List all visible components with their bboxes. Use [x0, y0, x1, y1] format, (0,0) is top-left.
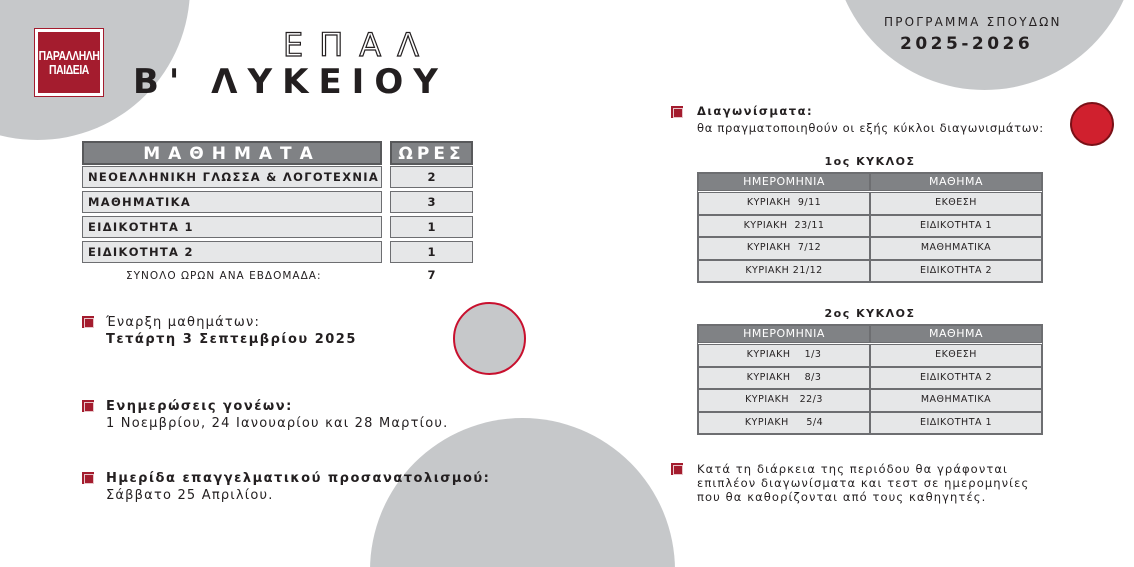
table-row — [698, 412, 1042, 435]
date-column-header: ΗΜΕΡΟΜΗΝΙΑ — [698, 325, 870, 343]
brand-logo — [35, 29, 103, 96]
hours-header: ΩΡΕΣ — [390, 141, 473, 165]
logo-line-2: ΠΑΙΔΕΙΑ — [49, 61, 89, 77]
subject-row-hours: 1 — [390, 241, 473, 263]
exam-subject: ΕΚΘΕΣΗ — [870, 344, 1042, 367]
table-row — [698, 192, 1042, 215]
subject-row-hours: 3 — [390, 191, 473, 213]
exam-date: ΚΥΡΙΑΚΗ 23/11 — [698, 215, 870, 238]
page-title: ΕΠΑΛ — [283, 26, 436, 64]
bullet-icon — [82, 400, 94, 412]
exams-note — [697, 462, 1057, 504]
program-label: ΠΡΟΓΡΑΜΜΑ ΣΠΟΥΔΩΝ — [884, 15, 1062, 29]
exam-date: ΚΥΡΙΑΚΗ 21/12 — [698, 260, 870, 283]
exam-date: ΚΥΡΙΑΚΗ 22/3 — [698, 389, 870, 412]
subject-column-header: ΜΑΘΗΜΑ — [870, 173, 1042, 191]
decorative-red-circle — [1070, 102, 1114, 146]
exam-subject: ΕΙΔΙΚΟΤΗΤΑ 2 — [870, 260, 1042, 283]
parents-title: Ενημερώσεις γονέων: — [106, 399, 293, 414]
exam-subject: ΕΙΔΙΚΟΤΗΤΑ 1 — [870, 412, 1042, 435]
table-row — [698, 389, 1042, 412]
career-text: Σάββατο 25 Απριλίου. — [106, 488, 274, 503]
total-hours-label: ΣΥΝΟΛΟ ΩΡΩΝ ΑΝΑ ΕΒΔΟΜΑΔΑ: — [126, 270, 322, 282]
subject-row-name: ΕΙΔΙΚΟΤΗΤΑ 2 — [82, 241, 382, 263]
table-row — [698, 367, 1042, 390]
total-hours-value: 7 — [427, 268, 436, 282]
table-header-row — [698, 325, 1042, 344]
program-year: 2025-2026 — [900, 34, 1034, 54]
cycle-1-title: 1ος ΚΥΚΛΟΣ — [824, 155, 916, 168]
parents-text: 1 Νοεμβρίου, 24 Ιανουαρίου και 28 Μαρτίου. — [106, 416, 449, 431]
exam-date: ΚΥΡΙΑΚΗ 8/3 — [698, 367, 870, 390]
exam-date: ΚΥΡΙΑΚΗ 1/3 — [698, 344, 870, 367]
cycle-1-table — [697, 172, 1043, 283]
table-row — [698, 260, 1042, 283]
exam-date: ΚΥΡΙΑΚΗ 7/12 — [698, 237, 870, 260]
cycle-2-table — [697, 324, 1043, 435]
table-row — [698, 215, 1042, 238]
start-date: Τετάρτη 3 Σεπτεμβρίου 2025 — [106, 332, 357, 347]
table-header-row — [698, 173, 1042, 192]
subject-column-header: ΜΑΘΗΜΑ — [870, 325, 1042, 343]
decorative-circle-bottom — [370, 418, 675, 567]
start-label: Έναρξη μαθημάτων: — [106, 315, 261, 330]
exam-subject: ΕΙΔΙΚΟΤΗΤΑ 1 — [870, 215, 1042, 238]
class-title: Β' ΛΥΚΕΙΟΥ — [133, 62, 448, 102]
career-title: Ημερίδα επαγγελματικού προσανατολισμού: — [106, 471, 491, 486]
bullet-icon — [671, 106, 683, 118]
exam-date: ΚΥΡΙΑΚΗ 5/4 — [698, 412, 870, 435]
exam-subject: ΕΚΘΕΣΗ — [870, 192, 1042, 215]
exams-title: Διαγωνίσματα: — [697, 104, 814, 118]
exam-subject: ΜΑΘΗΜΑΤΙΚΑ — [870, 237, 1042, 260]
subject-row-hours: 2 — [390, 166, 473, 188]
table-row — [698, 237, 1042, 260]
bullet-icon — [82, 316, 94, 328]
table-row — [698, 344, 1042, 367]
subject-row-name: ΕΙΔΙΚΟΤΗΤΑ 1 — [82, 216, 382, 238]
cycle-2-title: 2ος ΚΥΚΛΟΣ — [824, 307, 916, 320]
subjects-header: ΜΑΘΗΜΑΤΑ — [82, 141, 382, 165]
decorative-grey-circle — [453, 302, 526, 375]
note-line: Κατά τη διάρκεια της περιόδου θα γράφονται — [697, 462, 1009, 476]
note-line: επιπλέον διαγωνίσματα και τεστ σε ημερομηνίες — [697, 476, 1030, 490]
note-line: που θα καθορίζονται από τους καθηγητές. — [697, 490, 987, 504]
exam-subject: ΜΑΘΗΜΑΤΙΚΑ — [870, 389, 1042, 412]
exam-subject: ΕΙΔΙΚΟΤΗΤΑ 2 — [870, 367, 1042, 390]
subject-row-name: ΜΑΘΗΜΑΤΙΚΑ — [82, 191, 382, 213]
bullet-icon — [82, 472, 94, 484]
exams-subtitle: θα πραγματοποιηθούν οι εξής κύκλοι διαγωνισμάτων: — [697, 121, 1044, 135]
date-column-header: ΗΜΕΡΟΜΗΝΙΑ — [698, 173, 870, 191]
bullet-icon — [671, 463, 683, 475]
exam-date: ΚΥΡΙΑΚΗ 9/11 — [698, 192, 870, 215]
subject-row-hours: 1 — [390, 216, 473, 238]
logo-line-1: ΠΑΡΑΛΛΗΛΗ — [38, 47, 100, 63]
subject-row-name: ΝΕΟΕΛΛΗΝΙΚΗ ΓΛΩΣΣΑ & ΛΟΓΟΤΕΧΝΙΑ — [82, 166, 382, 188]
